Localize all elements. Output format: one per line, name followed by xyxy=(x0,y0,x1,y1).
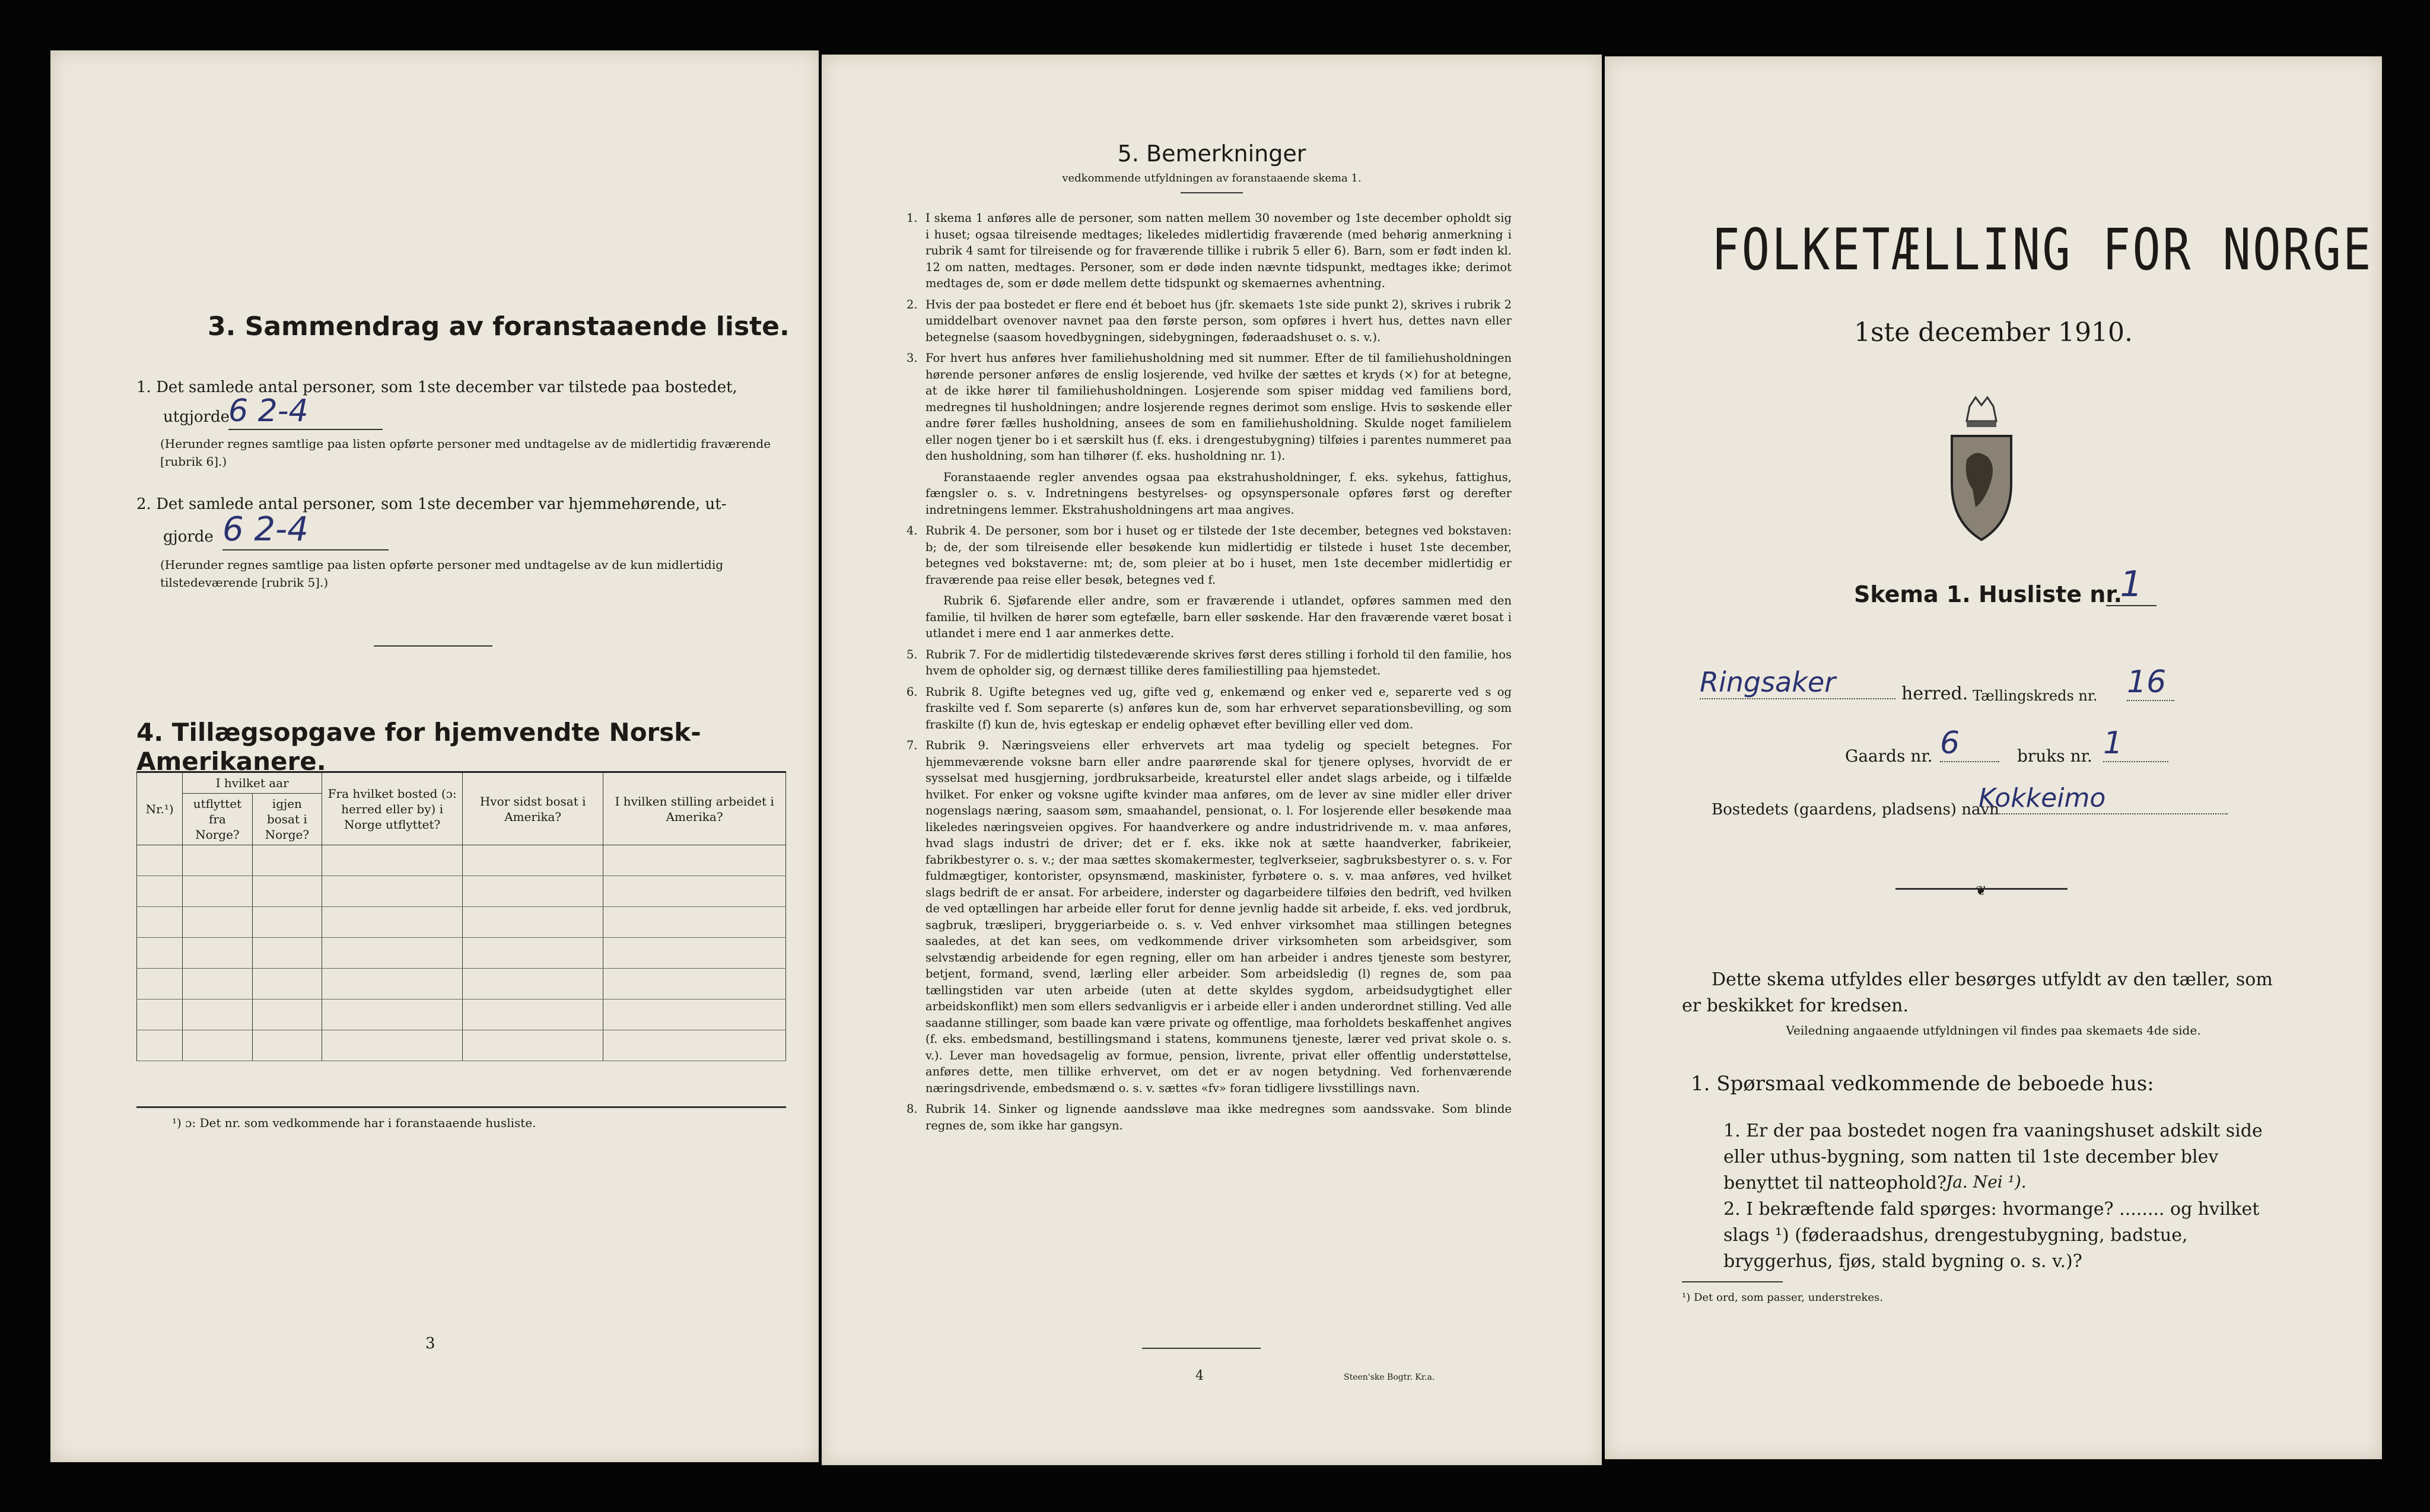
col-hvor-bosat: Hvor sidst bosat i Amerika? xyxy=(463,772,603,845)
remark-text: Rubrik 14. Sinker og lignende aandssløve maa ikke medregnes som aandssvake. Som blinde regnes de, som ikke har gangsyn. xyxy=(925,1102,1512,1132)
item2-note: (Herunder regnes samtlige paa listen opførte personer med undtagelse av de kun midlertidig tilstedeværende [rubrik 5].) xyxy=(160,558,724,590)
bottom-rule xyxy=(1142,1348,1261,1349)
remark-text: Rubrik 6. Sjøfarende eller andre, som er fraværende i utlandet, opføres sammen med den familie, til hvilken de hører som egtefælle, barn eller søskende. Har den fraværende været bosat i utlandet i mere end 1 aar anmerkes dette. xyxy=(925,594,1512,640)
gaards-value: 6 xyxy=(1940,725,1999,762)
page-number: 4 xyxy=(1195,1368,1204,1383)
col-fra-bosted: Fra hvilket bosted (ɔ: herred eller by) i Norge utflyttet? xyxy=(322,772,463,845)
item1-utgjorde: utgjorde xyxy=(163,408,230,426)
gaards-label: Gaards nr. xyxy=(1845,746,1933,766)
question-1-answer: Ja. Nei ¹). xyxy=(1946,1172,2027,1192)
remark-number xyxy=(907,469,925,523)
herred-label: herred. xyxy=(1901,683,1968,704)
bosted-label: Bostedets (gaardens, pladsens) navn xyxy=(1712,801,1999,819)
col-utflyttet: utflyttet fra Norge? xyxy=(183,794,252,845)
page-left xyxy=(50,50,819,1462)
remark-number: 5. xyxy=(907,647,918,661)
section4-title: 4. Tillægsopgave for hjemvendte Norsk-Amerikanere. xyxy=(136,718,701,776)
kreds-value: 16 xyxy=(2127,664,2174,701)
remark-text: Rubrik 9. Næringsveiens eller erhvervets art maa tydelig og specielt betegnes. For hjemmeværende voksne barn eller andre paarørende skal for tjenere oplyses, hvorvidt de er sysselsat med husgjerning, jordbruksarbeide, kreaturstel eller andet slags arbeide, og i tilfælde hvilket. For enker og voksne ugifte kvinder maa anføres, om de lever av sine midler eller driver nogenslags næring, saasom søm, smaahandel, pensionat, o. l. For losjerende eller besøkende maa likeledes næringsveien opgives. For haandverkere og andre industridrivende m. v. maa anføres, hvad slags industri de driver; det er f. eks. ikke nok at sætte haandverker, fabrikeier, fabrikbestyrer o. s. v.; der maa sættes skomakermester, teglverkseier, sagbruksbestyrer o. s. v. For fuldmægtiger, kontorister, opsynsmænd, maskinister, fyrbøtere o. s. v. maa anføres, ved hvilket slags bedrift de er ansat. For arbeidere, inderster og dagarbeidere tilføies den bedrift, ved hvilken de ved optællingen har arbeide eller forut for denne jevnlig hadde sit arbeide, f. eks. ved jordbruk, sagbruk, træsliperi, bryggeriarbeide o. s. v. Ved enhver virksomhet maa stillingen betegnes saaledes, at det kan sees, om vedkommende driver virksomheten som arbeidsgiver, som selvstændig arbeidende for egen regning, eller om han arbeider i andres tjeneste som bestyrer, betjent, formand, svend, lærling eller arbeider. Som arbeidsledig (l) regnes de, som paa tællingstiden var uten arbeide (uten at dette skyldes sygdom, arbeidsudygtighet eller arbeidskonflikt) men som ellers sedvanligvis er i arbeide eller i anden underordnet stilling. Ved alle saadanne stillinger, som baade kan være private og offentlige, maa forholdets beskaffenhet angives (f. eks. embedsmand, bestillingsmand i statens, kommunens tjeneste, lærer ved privat skole o. s. v.). Lever man hovedsagelig av formue, pension, livrente, privat eller offentlig understøttelse, anføres dette, men tillike erhvervet, om det er av nogen betydning. Ved forhenværende næringsdrivende, embedsmænd o. s. v. sættes «fv» foran tidligere livsstillings navn. xyxy=(925,739,1512,1095)
remark-number: 1. xyxy=(907,211,918,225)
husliste-number: 1 xyxy=(2106,564,2157,606)
remark-item xyxy=(907,593,1512,647)
col-stilling: I hvilken stilling arbeidet i Amerika? xyxy=(603,772,786,845)
item2-value: 6 2-4 xyxy=(222,510,389,550)
remarks-list xyxy=(907,210,1512,1138)
remark-item xyxy=(907,469,1512,523)
coat-of-arms-icon xyxy=(1943,394,2020,549)
norsk-amerikanere-table xyxy=(136,771,786,1061)
page-number: 3 xyxy=(425,1335,435,1352)
kreds-label: Tællingskreds nr. xyxy=(1973,687,2098,704)
divider xyxy=(374,645,492,647)
remark-number: 4. xyxy=(907,524,918,537)
table-row xyxy=(137,907,786,938)
table-row xyxy=(137,938,786,969)
remark-item xyxy=(907,684,1512,738)
remark-text: Rubrik 4. De personer, som bor i huset og er tilstede der 1ste december, betegnes ved bokstaven: b; de, der som tilreisende eller besøkende kun midlertidig er tilstede i huset 1ste december, betegnes ved bokstaverne: mt; de, som pleier at bo i huset, men 1ste december midlertidig er fraværende paa reise eller besøk, betegnes ved f. xyxy=(925,524,1512,587)
item2-text: 2. Det samlede antal personer, som 1ste december var hjemmehørende, ut- xyxy=(136,495,727,513)
remark-number: 8. xyxy=(907,1102,918,1116)
footnote-rule xyxy=(1682,1281,1783,1282)
bruks-label: bruks nr. xyxy=(2017,746,2092,766)
remark-number: 2. xyxy=(907,297,918,311)
remark-number: 7. xyxy=(907,739,918,752)
remark-text: I skema 1 anføres alle de personer, som natten mellem 30 november og 1ste december opholdt sig i huset; ogsaa tilreisende medtages; likeledes midlertidig fraværende (med behørig anmerkning i rubrik 4 samt for tilreisende og for fraværende tillike i rubrik 5 eller 6). Barn, som er født inden kl. 12 om natten, medtages. Personer, som er døde inden nævnte tidspunkt, medtages ikke; derimot medtages de, som er døde mellem dette tidspunkt og skemaernes avhentning. xyxy=(925,211,1512,290)
remark-text: Hvis der paa bostedet er flere end ét beboet hus (jfr. skemaets 1ste side punkt 2), skrives i rubrik 2 umiddelbart ovenover navnet paa den første person, som opføres i hvert hus, dettes navn eller betegnelse (saasom hovedbygningen, sidebygningen, føderaadshuset o. s. v.). xyxy=(925,297,1512,344)
col-igjen-bosat: igjen bosat i Norge? xyxy=(252,794,322,845)
bruks-value: 1 xyxy=(2103,725,2168,762)
page-middle xyxy=(822,55,1602,1465)
question-2: 2. I bekræftende fald spørges: hvormange? ........ og hvilket slags ¹) (føderaadshus, drengestubygning, badstue, bryggerhus, fjøs, stald bygning o. s. v.)? xyxy=(1723,1199,2260,1272)
questions-heading: 1. Spørsmaal vedkommende de beboede hus: xyxy=(1691,1072,2154,1096)
veiledning: Veiledning angaaende utfyldningen vil findes paa skemaets 4de side. xyxy=(1786,1023,2201,1037)
census-date: 1ste december 1910. xyxy=(1853,317,2133,348)
remark-item xyxy=(907,737,1512,1101)
table-bottom-rule xyxy=(136,1106,786,1108)
item1-value: 6 2-4 xyxy=(228,393,383,430)
remark-number: 6. xyxy=(907,685,918,699)
col-nr: Nr.¹) xyxy=(137,772,183,845)
col-group-aar: I hvilket aar xyxy=(183,772,322,794)
remark-item xyxy=(907,647,1512,684)
remark-item xyxy=(907,1101,1512,1138)
remark-number: 3. xyxy=(907,351,918,365)
remark-text: Foranstaaende regler anvendes ogsaa paa ekstrahusholdninger, f. eks. sykehus, fattighus, fængsler o. s. v. Indretningens bestyrelses- og opsynspersonale opføres først og derefter indretningens lemmer. Ekstrahusholdningens art maa angives. xyxy=(925,470,1512,517)
remark-item xyxy=(907,350,1512,469)
herred-value: Ringsaker xyxy=(1700,666,1895,699)
instructions: Dette skema utfyldes eller besørges utfyldt av den tæller, som er beskikket for kredsen. xyxy=(1682,969,2273,1016)
table-row xyxy=(137,845,786,876)
remark-item xyxy=(907,297,1512,351)
item2-utgjorde: gjorde xyxy=(163,528,214,546)
remark-number xyxy=(907,593,925,647)
table-row xyxy=(137,1030,786,1061)
skema-label: Skema 1. Husliste nr. xyxy=(1854,581,2123,607)
footnote: ¹) Det ord, som passer, understrekes. xyxy=(1682,1291,1883,1304)
item1-text: 1. Det samlede antal personer, som 1ste december var tilstede paa bostedet, xyxy=(136,378,737,396)
remarks-title: 5. Bemerkninger xyxy=(1117,141,1306,167)
table-footnote: ¹) ɔ: Det nr. som vedkommende har i foranstaaende husliste. xyxy=(172,1116,536,1130)
table-row xyxy=(137,969,786,999)
remark-text: Rubrik 7. For de midlertidig tilstedeværende skrives først deres stilling i forhold til den familie, hos hvem de opholder sig, og dernæst tillike deres familiestilling paa hjemstedet. xyxy=(925,647,1512,677)
section3-title: 3. Sammendrag av foranstaaende liste. xyxy=(208,311,790,342)
ornament-icon: ❦ xyxy=(1976,884,1987,899)
bosted-value: Kokkeimo xyxy=(1979,783,2228,814)
printer-imprint: Steen'ske Bogtr. Kr.a. xyxy=(1344,1373,1435,1382)
table-row xyxy=(137,876,786,907)
question-1: 1. Er der paa bostedet nogen fra vaaningshuset adskilt side eller uthus-bygning, som natten til 1ste december blev benyttet til natteophold? xyxy=(1723,1121,2263,1193)
main-title: FOLKETÆLLING FOR NORGE xyxy=(1712,217,2373,283)
page-right xyxy=(1605,56,2382,1459)
remarks-subtitle: vedkommende utfyldningen av foranstaaende skema 1. xyxy=(1062,172,1362,184)
remark-item xyxy=(907,210,1512,297)
table-row xyxy=(137,999,786,1030)
item1-note: (Herunder regnes samtlige paa listen opførte personer med undtagelse av de midlertidig fraværende [rubrik 6].) xyxy=(160,437,771,469)
remark-item xyxy=(907,523,1512,593)
remark-text: Rubrik 8. Ugifte betegnes ved ug, gifte ved g, enkemænd og enker ved e, separerte ved s og fraskilte ved f. Som separerte (s) anføres kun de, som har erhvervet separationsbevilling, og som fraskilte (f) kun de, hvis egteskap er endelig ophævet efter bevilling eller ved dom. xyxy=(925,685,1512,731)
subtitle-rule xyxy=(1181,192,1243,193)
remark-text: For hvert hus anføres hver familiehusholdning med sit nummer. Efter de til familiehusholdningen hørende personer anføres de enslig losjerende, ved hvilke der sættes et kryds (×) for at betegne, at de ikke hører til familiehusholdningen. Losjerende som spiser middag ved familiens bord, medregnes til husholdningen; andre losjerende regnes derimot som enslige. Hvis to søskende eller andre fører fælles husholdning, ansees de som en familiehusholdning. Skulde noget familielem eller nogen tjener bo i et særskilt hus (f. eks. i drengestubygning) tilføies i parentes nummeret paa den husholdning, som han tilhører (f. eks. husholdning nr. 1). xyxy=(925,351,1512,463)
